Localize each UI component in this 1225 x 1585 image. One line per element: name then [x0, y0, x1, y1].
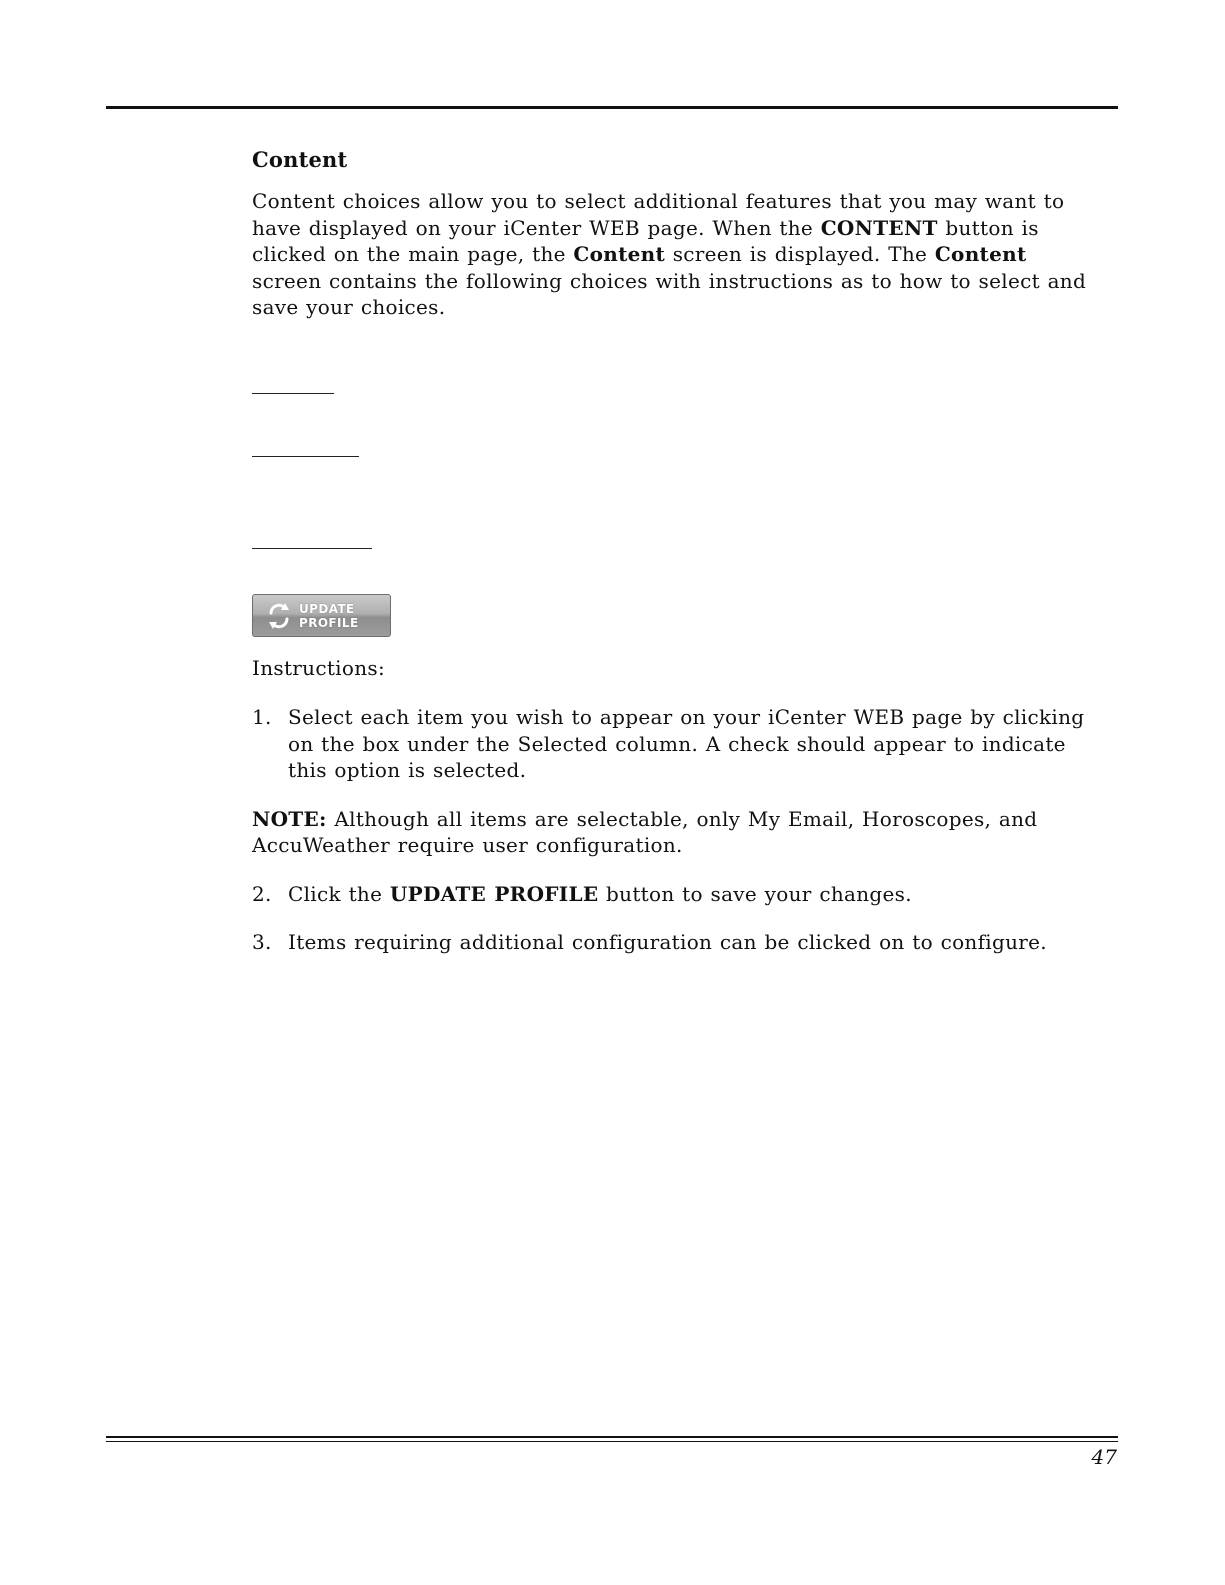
note-text: Although all items are selectable, only My Email, Horoscopes, and AccuWeather require user configuration. [252, 806, 1038, 857]
header-rule [106, 106, 1118, 109]
intro-bold-content-button: CONTENT [820, 215, 938, 240]
blank-line-3 [252, 548, 372, 549]
intro-text-1: Content choices allow you to select additional features that you may want to have displayed on your iCenter WEB page. When the [252, 189, 1065, 240]
section-heading: Content [252, 147, 348, 172]
step-text-pre: Click the [288, 881, 390, 906]
update-profile-label [299, 602, 359, 630]
content-section [252, 146, 1102, 321]
step-text [288, 881, 1102, 908]
step-number: 2. [252, 881, 272, 906]
blank-line-1 [252, 393, 334, 394]
refresh-arrows-icon [265, 601, 293, 631]
blank-line-2 [252, 456, 359, 457]
intro-bold-content-screen: Content [573, 242, 666, 266]
list-item [252, 704, 1102, 784]
note-paragraph [252, 806, 1102, 859]
step-text-bold: UPDATE PROFILE [389, 881, 599, 906]
intro-paragraph [252, 188, 1102, 321]
step-number: 1. [252, 705, 272, 729]
step-number: 3. [252, 930, 272, 954]
intro-text-2: button is clicked on the main page, the [252, 215, 1039, 266]
list-item [252, 881, 1102, 908]
list-item [252, 929, 1102, 956]
instructions-section [252, 654, 1102, 978]
step-text: Select each item you wish to appear on your iCenter WEB page by clicking on the box under the Selected column. A check should appear to indicate this option is selected. [288, 705, 1085, 782]
button-line-1: UPDATE [299, 601, 355, 616]
update-profile-button[interactable] [252, 594, 391, 637]
step-text-post: button to save your changes. [598, 881, 912, 906]
footer-rule-thin [106, 1441, 1118, 1442]
instructions-title: Instructions: [252, 656, 385, 680]
intro-text-3: screen is displayed. The [665, 242, 935, 266]
footer-rule-thick [106, 1436, 1118, 1438]
note-label: NOTE: [252, 806, 327, 831]
step-text: Items requiring additional configuration can be clicked on to configure. [288, 930, 1047, 954]
button-line-2: PROFILE [299, 615, 359, 630]
intro-text-4: screen contains the following choices with instructions as to how to select and save your choices. [252, 268, 1087, 319]
intro-bold-content-screen-2: Content [934, 242, 1027, 266]
page-number: 47 [1091, 1445, 1117, 1469]
